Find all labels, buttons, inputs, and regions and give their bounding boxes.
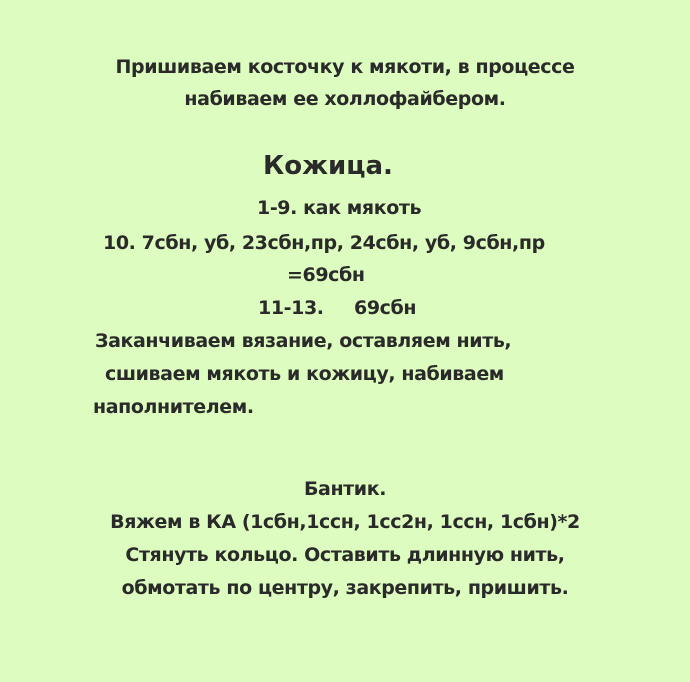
skin-row-3: =69сбн (287, 264, 365, 286)
skin-row-4-number: 11-13. (258, 297, 324, 319)
intro-line-1: Пришиваем косточку к мякоти, в процессе (115, 56, 575, 78)
bow-line-1: Вяжем в КА (1сбн,1ссн, 1сс2н, 1ссн, 1сбн)*2 (110, 511, 580, 533)
bow-line-2: Стянуть кольцо. Оставить длинную нить, (125, 544, 565, 566)
skin-finish-line-2: сшиваем мякоть и кожицу, набиваем (105, 363, 504, 385)
skin-row-4-value: 69сбн (354, 297, 417, 319)
intro-line-2: набиваем ее холлофайбером. (184, 88, 506, 110)
skin-heading: Кожица. (263, 151, 393, 181)
bow-line-3: обмотать по центру, закрепить, пришить. (121, 577, 569, 599)
skin-row-1: 1-9. как мякоть (257, 197, 422, 219)
skin-finish-line-3: наполнителем. (93, 396, 254, 418)
bow-heading: Бантик. (303, 478, 387, 500)
skin-finish-line-1: Заканчиваем вязание, оставляем нить, (95, 330, 512, 352)
skin-row-2: 10. 7сбн, уб, 23сбн,пр, 24сбн, уб, 9сбн,пр (103, 232, 545, 254)
